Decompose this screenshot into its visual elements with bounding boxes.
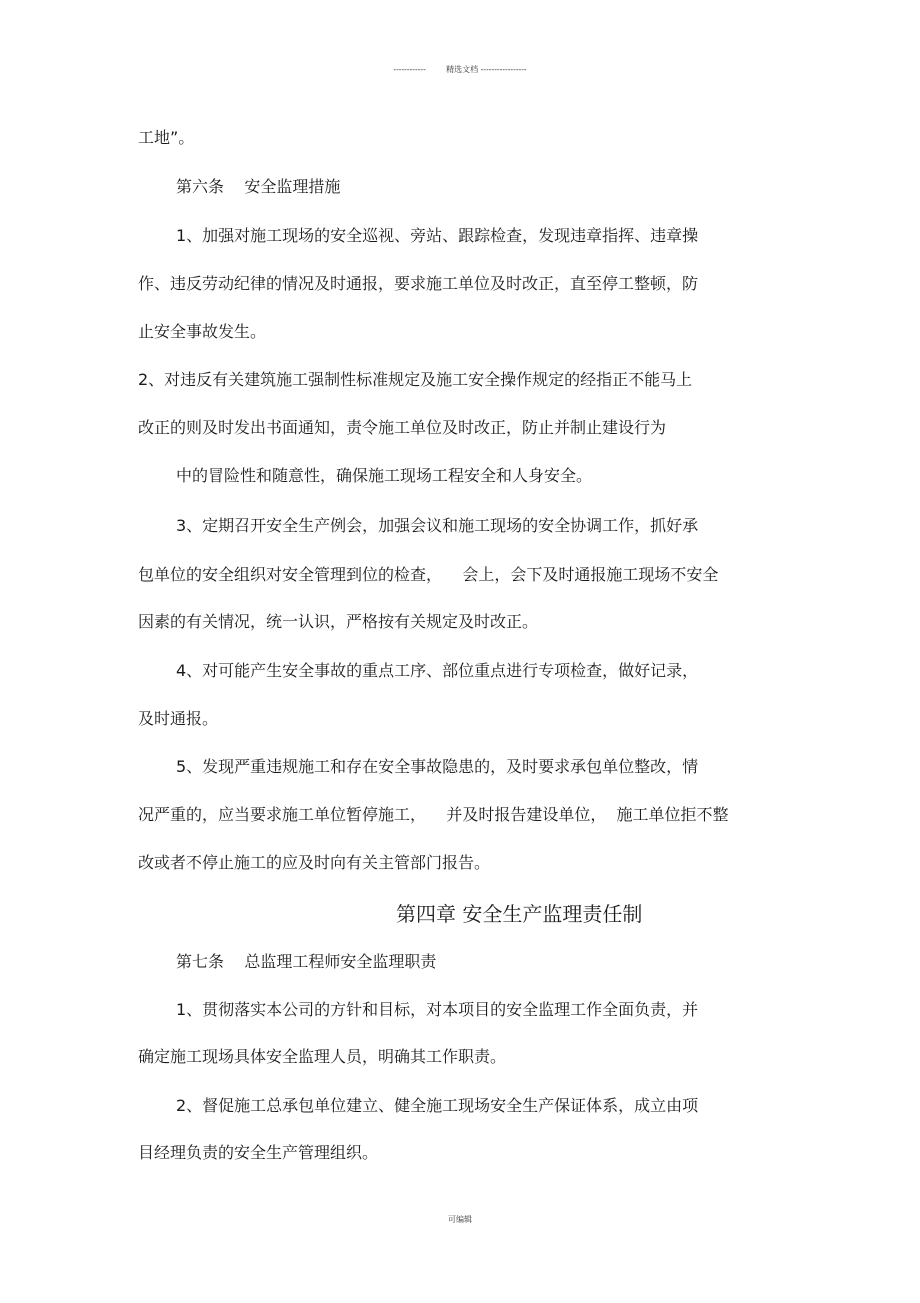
body-line-8: 中的冒险性和随意性，确保施工现场工程安全和人身安全。 bbox=[176, 466, 593, 485]
body-line-1: 工地”。 bbox=[138, 128, 195, 147]
body-line-4: 作、违反劳动纪律的情况及时通报，要求施工单位及时改正，直至停工整顿，防 bbox=[138, 274, 699, 293]
body-line-21: 2、督促施工总承包单位建立、健全施工现场安全生产保证体系，成立由项 bbox=[176, 1096, 699, 1115]
body-line-10: 包单位的安全组织对安全管理到位的检查， 会上，会下及时通报施工现场不安全 bbox=[138, 565, 719, 584]
page-footer: 可编辑 bbox=[448, 1215, 472, 1224]
body-line-22: 目经理负责的安全生产管理组织。 bbox=[138, 1143, 379, 1162]
body-line-9: 3、定期召开安全生产例会，加强会议和施工现场的安全协调工作，抓好承 bbox=[176, 516, 699, 535]
article-6-heading: 第六条 安全监理措施 bbox=[176, 177, 341, 196]
body-line-16: 改或者不停止施工的应及时向有关主管部门报告。 bbox=[138, 853, 491, 872]
body-line-5: 止安全事故发生。 bbox=[138, 322, 267, 341]
body-line-3: 1、加强对施工现场的安全巡视、旁站、跟踪检查，发现违章指挥、违章操 bbox=[176, 226, 699, 245]
body-line-6: 2、对违反有关建筑施工强制性标准规定及施工安全操作规定的经指正不能马上 bbox=[138, 370, 693, 389]
body-line-11: 因素的有关情况，统一认识，严格按有关规定及时改正。 bbox=[138, 612, 539, 631]
body-line-19: 1、贯彻落实本公司的方针和目标，对本项目的安全监理工作全面负责，并 bbox=[176, 1000, 699, 1019]
body-line-14: 5、发现严重违规施工和存在安全事故隐患的，及时要求承包单位整改，情 bbox=[176, 757, 699, 776]
article-7-heading: 第七条 总监理工程师安全监理职责 bbox=[176, 952, 437, 971]
body-line-12: 4、对可能产生安全事故的重点工序、部位重点进行专项检查，做好记录， bbox=[176, 661, 699, 680]
body-line-7: 改正的则及时发出书面通知，责令施工单位及时改正，防止并制止建设行为 bbox=[138, 418, 667, 437]
body-line-20: 确定施工现场具体安全监理人员，明确其工作职责。 bbox=[138, 1047, 507, 1066]
body-line-15: 况严重的，应当要求施工单位暂停施工， 并及时报告建设单位， 施工单位拒不整 bbox=[138, 805, 729, 824]
body-line-13: 及时通报。 bbox=[138, 709, 219, 728]
chapter-4-title: 第四章 安全生产监理责任制 bbox=[396, 902, 643, 926]
page-header: ------------ 精选文档 ----------------- bbox=[393, 65, 527, 74]
